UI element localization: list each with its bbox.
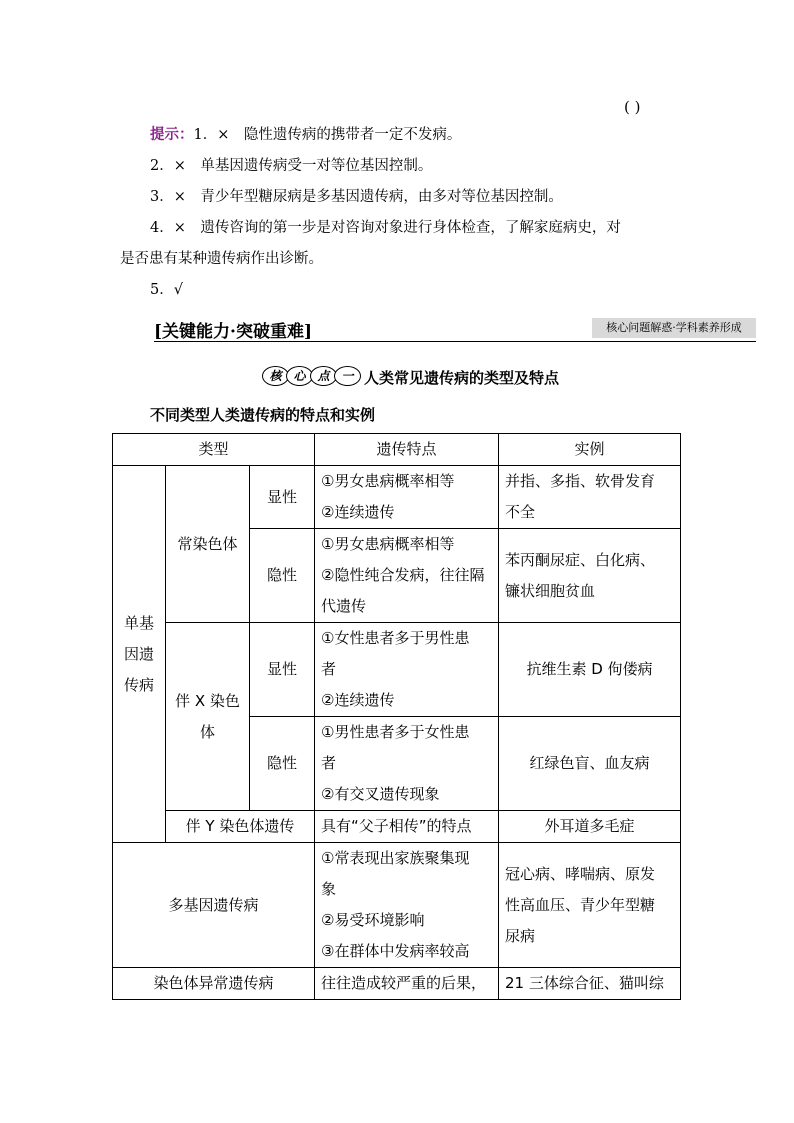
polygenic-cell: 多基因遗传病 bbox=[113, 843, 315, 968]
hint-line-3: 3．× 青少年型糖尿病是多基因遗传病，由多对等位基因控制。 bbox=[150, 189, 563, 205]
feature-cell: ①男性患者多于女性患 者 ②有交叉遗传现象 bbox=[315, 717, 499, 811]
section-title: [关键能力·突破重难] bbox=[154, 322, 313, 342]
section-tag: 核心问题解惑·学科素养形成 bbox=[592, 318, 756, 338]
example-cell: 红绿色盲、血友病 bbox=[499, 717, 681, 811]
header-example: 实例 bbox=[499, 434, 681, 466]
hint-line-5: 5．√ bbox=[150, 282, 183, 298]
feature-cell: ①女性患者多于男性患 者 ②连续遗传 bbox=[315, 623, 499, 717]
recessive-cell: 隐性 bbox=[250, 717, 315, 811]
table-row bbox=[113, 811, 681, 843]
badge-char: 一 bbox=[334, 366, 361, 386]
example-cell: 并指、多指、软骨发育 不全 bbox=[499, 466, 681, 529]
feature-cell: 具有“父子相传”的特点 bbox=[315, 811, 499, 843]
section-header bbox=[154, 315, 756, 342]
x-linked-cell: 伴 X 染色 体 bbox=[166, 623, 250, 811]
answer-paren: ( ) bbox=[624, 98, 641, 116]
hint-label: 提示： bbox=[150, 126, 194, 143]
hint-line-4: 4．× 遗传咨询的第一步是对咨询对象进行身体检查，了解家庭病史，对 bbox=[150, 220, 621, 236]
table-row bbox=[113, 968, 681, 1000]
header-feature: 遗传特点 bbox=[315, 434, 499, 466]
genetic-disease-table bbox=[112, 433, 681, 1000]
dominant-cell: 显性 bbox=[250, 466, 315, 529]
feature-cell: ①常表现出家族聚集现 象 ②易受环境影响 ③在群体中发病率较高 bbox=[315, 843, 499, 968]
feature-cell: 往往造成较严重的后果， bbox=[315, 968, 499, 1000]
hint-line-2: 2．× 单基因遗传病受一对等位基因控制。 bbox=[150, 158, 433, 174]
feature-cell: ①男女患病概率相等 ②连续遗传 bbox=[315, 466, 499, 529]
y-linked-cell: 伴 Y 染色体遗传 bbox=[166, 811, 315, 843]
chromosomal-cell: 染色体异常遗传病 bbox=[113, 968, 315, 1000]
hint-line-1 bbox=[150, 126, 461, 144]
table-caption: 不同类型人类遗传病的特点和实例 bbox=[150, 406, 376, 424]
example-cell: 外耳道多毛症 bbox=[499, 811, 681, 843]
feature-cell: ①男女患病概率相等 ②隐性纯合发病，往往隔 代遗传 bbox=[315, 529, 499, 623]
key-point-badge bbox=[262, 366, 358, 386]
badge-char: 核 bbox=[262, 366, 289, 386]
single-gene-cell: 单基 因遗 传病 bbox=[113, 466, 166, 843]
example-cell: 21 三体综合征、猫叫综 bbox=[499, 968, 681, 1000]
table-row bbox=[113, 843, 681, 968]
hint-line-4b: 是否患有某种遗传病作出诊断。 bbox=[120, 251, 323, 267]
example-cell: 抗维生素 D 佝偻病 bbox=[499, 623, 681, 717]
hint-text-1: 1．× 隐性遗传病的携带者一定不发病。 bbox=[193, 127, 462, 143]
table-header-row bbox=[113, 434, 681, 466]
example-cell: 苯丙酮尿症、白化病、 镰状细胞贫血 bbox=[499, 529, 681, 623]
recessive-cell: 隐性 bbox=[250, 529, 315, 623]
key-point-title: 人类常见遗传病的类型及特点 bbox=[364, 369, 560, 387]
header-type: 类型 bbox=[113, 434, 315, 466]
badge-char: 点 bbox=[310, 366, 337, 386]
table-row bbox=[113, 466, 681, 529]
example-cell: 冠心病、哮喘病、原发 性高血压、青少年型糖 尿病 bbox=[499, 843, 681, 968]
table-row bbox=[113, 623, 681, 717]
autosomal-cell: 常染色体 bbox=[166, 466, 250, 623]
badge-char: 心 bbox=[286, 366, 313, 386]
dominant-cell: 显性 bbox=[250, 623, 315, 717]
